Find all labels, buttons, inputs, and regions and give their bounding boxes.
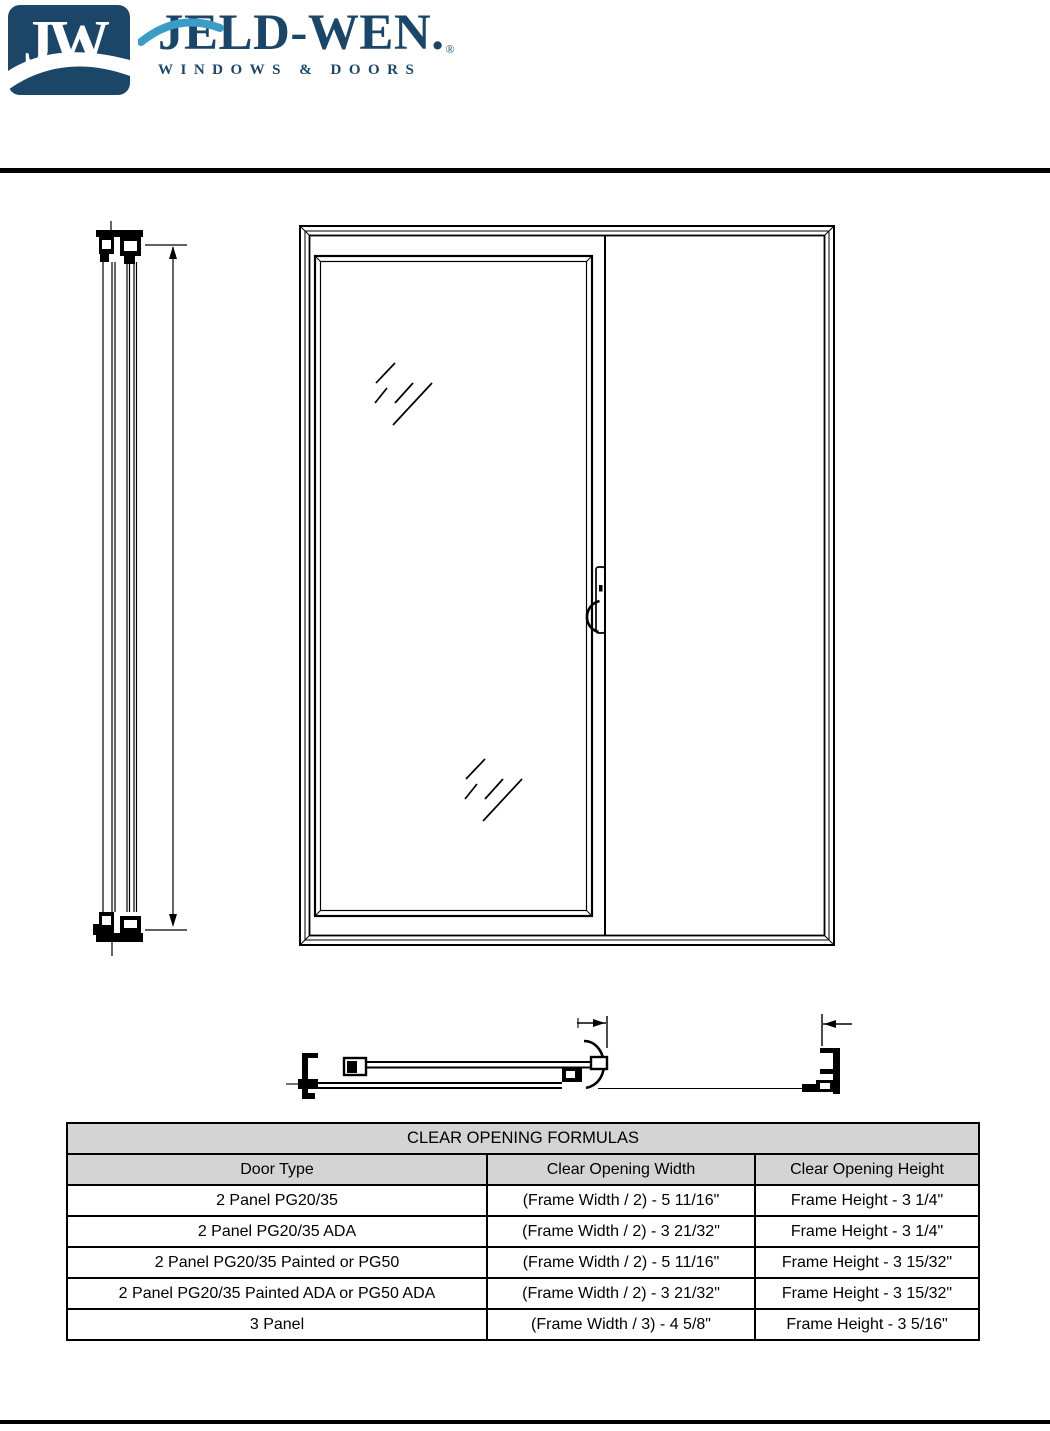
column-header-clear-opening-height: Clear Opening Height bbox=[755, 1154, 979, 1185]
brand-tagline: WINDOWS & DOORS bbox=[158, 61, 422, 78]
door-type-cell: 2 Panel PG20/35 bbox=[67, 1185, 487, 1216]
logo-mark-letters: JW bbox=[23, 9, 104, 77]
handle-section bbox=[562, 1041, 607, 1088]
jeld-wen-logo-mark bbox=[8, 5, 130, 95]
clear-opening-height-cell: Frame Height - 3 1/4" bbox=[755, 1185, 979, 1216]
horizontal-section-view bbox=[286, 1014, 852, 1099]
clear-opening-formulas-table bbox=[66, 1122, 980, 1341]
clear-opening-height-cell: Frame Height - 3 1/4" bbox=[755, 1216, 979, 1247]
door-type-cell: 3 Panel bbox=[67, 1309, 487, 1340]
table-title: CLEAR OPENING FORMULAS bbox=[67, 1123, 979, 1154]
clear-opening-height-cell: Frame Height - 3 15/32" bbox=[755, 1247, 979, 1278]
door-handle bbox=[587, 567, 605, 633]
sliding-door-technical-drawing bbox=[0, 196, 1050, 1111]
clear-opening-width-cell: (Frame Width / 2) - 5 11/16" bbox=[487, 1247, 755, 1278]
door-frame bbox=[300, 226, 834, 945]
left-jamb-profile bbox=[298, 1053, 318, 1099]
column-header-clear-opening-width: Clear Opening Width bbox=[487, 1154, 755, 1185]
clear-opening-width-cell: (Frame Width / 3) - 4 5/8" bbox=[487, 1309, 755, 1340]
clear-opening-width-cell: (Frame Width / 2) - 3 21/32" bbox=[487, 1278, 755, 1309]
clear-opening-width-cell: (Frame Width / 2) - 5 11/16" bbox=[487, 1185, 755, 1216]
column-header-door-type: Door Type bbox=[67, 1154, 487, 1185]
clear-opening-width-cell: (Frame Width / 2) - 3 21/32" bbox=[487, 1216, 755, 1247]
table-row bbox=[67, 1216, 979, 1247]
clear-opening-height-cell: Frame Height - 3 5/16" bbox=[755, 1309, 979, 1340]
frame-height-dimension bbox=[145, 245, 187, 930]
door-type-cell: 2 Panel PG20/35 Painted or PG50 bbox=[67, 1247, 487, 1278]
vertical-section-view bbox=[93, 221, 187, 956]
registered-trademark-symbol: ® bbox=[445, 41, 455, 56]
table-row bbox=[67, 1278, 979, 1309]
sliding-panel-section bbox=[344, 1058, 590, 1075]
footer-rule bbox=[0, 1420, 1050, 1424]
brand-wordmark-block bbox=[158, 7, 498, 79]
header-divider-rule bbox=[0, 168, 1050, 173]
table-row bbox=[67, 1309, 979, 1340]
glass-symbol-upper bbox=[375, 363, 432, 425]
clear-opening-height-cell: Frame Height - 3 15/32" bbox=[755, 1278, 979, 1309]
fixed-panel-section bbox=[318, 1083, 816, 1089]
glass-symbol-lower bbox=[465, 759, 522, 821]
front-elevation-view bbox=[300, 226, 834, 945]
table-row bbox=[67, 1185, 979, 1216]
sliding-panel-sash bbox=[315, 256, 592, 916]
table-row bbox=[67, 1247, 979, 1278]
door-type-cell: 2 Panel PG20/35 Painted ADA or PG50 ADA bbox=[67, 1278, 487, 1309]
jamb-width-dimension bbox=[822, 1014, 852, 1046]
door-type-cell: 2 Panel PG20/35 ADA bbox=[67, 1216, 487, 1247]
section-frame-lines bbox=[103, 262, 137, 912]
brand-wordmark: JELD-WEN. bbox=[158, 5, 445, 61]
